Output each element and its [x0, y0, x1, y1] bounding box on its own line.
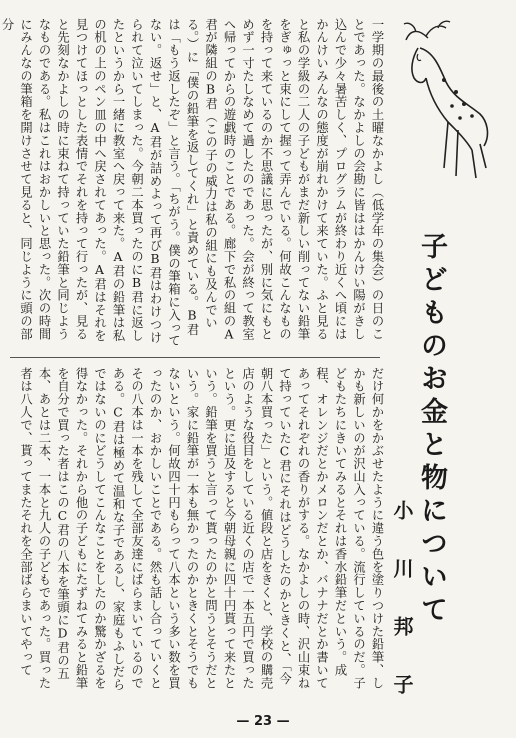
section-divider	[10, 357, 380, 358]
page-number: — 23 —	[236, 714, 290, 729]
article-title: 子どものお金と物について	[416, 232, 447, 628]
body-text-lower: だけ何かをかぶせたように違う色を塗りつけた鉛筆、しかも新しいのが沢山入っている。流行しているのだ。子どもたちにきいてみるとそれは香水鉛筆だという。成程、オレンジだとかメロンだとか、バナナだとか書いてあってそれぞれの香りがする。なかよしの時、沢山束ねて持っていたC君にそれはどうしたのかときくと、「今朝八本買った」という。値段と店をきくと、学校の購売店のような役目をしている近くの店で一本五円で買ったという。更に追及すると今朝母親に四十円貰って来たという。鉛筆を買うと言って貰ったのかと問うとそうだという。家に鉛筆が一本も無かったのかときくとそうでもないという。何故四十円もらって八本という多い数を買ったのか、おかしいことである。然も話し合っていくとその八本は一本を残して全部友達にばらまいているのである。C君は極めて温和な子であるし、家庭もふしだらではないのにどうしてこんなことをしたのか驚かざるを得なかった。それから他の子どもにたずねてみると鉛筆を自分で買った者はこのC君の八本を筆頭にD君の五本、あとは二本、一本と九人の子どもであった。買った者は八人で、貰ってまたそれを全部ばらまいてやって	[18, 367, 384, 692]
body-text-upper: 一学期の最後の土曜なかよし（低学年の集会）の日のことであった。なかよしの会勘に皆ははかんけい陽がきし込んで少々暑苦しく、プログラムが終わり近くへ頃にはかんけいみんなの態度が崩れかけて来ていた。ふと見ると私の学級の二人の子どもがまだ新しい削ってない鉛筆をぎゅっと束にして握って弄んでいる。何故こんなものを持って来ているのか不思議に思ったが、別に気にもとめず一寸たしなめて過したのであった。会が終って教室へ帰ってからの遊戯時のことである。廊下で私の組のA君が隣組のB君（この子の威力は私の組にも及んでいる。）に「僕の鉛筆を返してくれ」と責めている。B君は「もう返したぞ」と言う。「ちがう。僕の筆箱に入ってない。返せ」と、A君が詰めよって再びB君はわけつけられて泣いてしまった。今朝二本買ったのにB君に返したというから一緒に教室へ戻って来た。A君の鉛筆は私の机の上のペン皿の中へ戻されてあった。A君はそれを見つけてほっとした表情でそれを持って行ったが、見ると先刻なかよしの時に束ねて持っていた鉛筆と同じようなものである。私はこれはおかしいと思った。次の時間にみんなの筆箱を開けさせて見ると、同じように頭の部分	[0, 18, 384, 348]
article-author: 小川邦子	[390, 500, 414, 732]
deer-illustration-icon	[388, 18, 498, 198]
